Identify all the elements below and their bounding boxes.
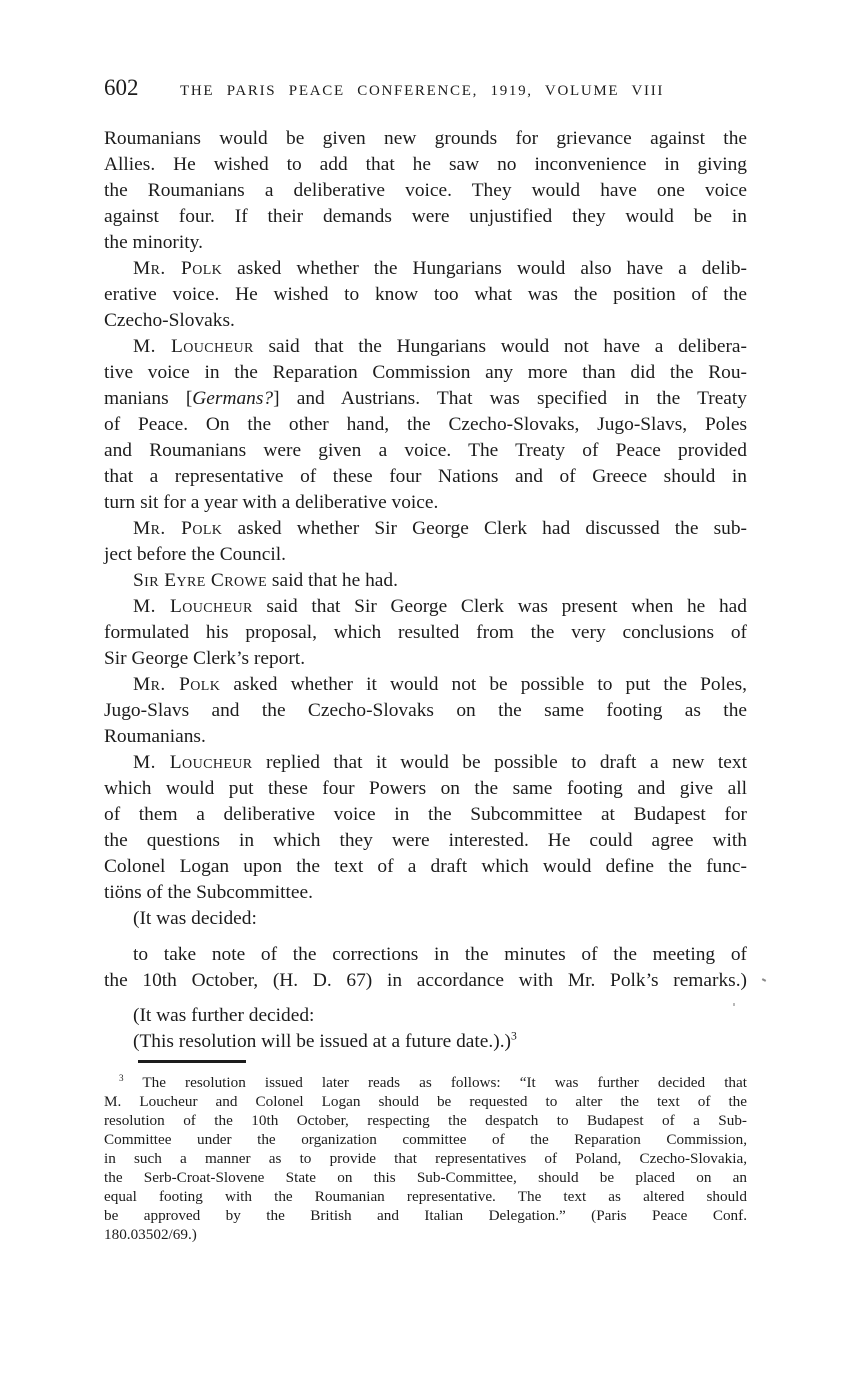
text-line [104,1111,747,1130]
text-line [104,490,747,516]
text-column [104,76,747,1244]
text-line [104,334,747,360]
text-run: Jugo-Slavs and the Czecho-Slovaks on the same footing as the [104,700,747,721]
scan-speck [733,1003,735,1006]
text-run: against four. If their demands were unjustified they would be in [104,206,747,227]
text-run: erative voice. He wished to know too what was the position of the [104,284,747,305]
text-line [104,464,747,490]
text-line [104,906,747,932]
footnote-separator-rule [138,1060,246,1063]
text-line [104,776,747,802]
text-run: said that the Hungarians would not have a delibera- [253,336,747,357]
text-line [104,672,747,698]
text-run: of them a deliberative voice in the Subcommittee at Budapest for [104,804,747,825]
text-line [104,256,747,282]
text-run: Mr. Polk [133,674,221,695]
text-line [104,152,747,178]
text-line [104,880,747,906]
text-line [104,620,747,646]
text-line [104,1130,747,1149]
body-text [104,126,747,1055]
text-run: of Peace. On the other hand, the Czecho-Slovaks, Jugo-Slavs, Poles [104,414,747,435]
text-run: the minority. [104,232,203,253]
text-line [104,1092,747,1111]
text-run: Allies. He wished to add that he saw no inconvenience in giving [104,154,747,175]
text-run: Roumanians. [104,726,206,747]
text-run: to take note of the corrections in the minutes of the meeting of [133,944,747,965]
text-line [104,1168,747,1187]
text-run: Mr. Polk [133,518,223,539]
text-line [104,386,747,412]
text-run: the Roumanians a deliberative voice. They would have one voice [104,180,747,201]
text-line [104,942,747,968]
text-line [104,646,747,672]
text-run: Roumanians would be given new grounds for grievance against the [104,128,747,149]
text-run: 180.03502/69.) [104,1226,197,1243]
text-run: tiöns of the Subcommittee. [104,882,313,903]
running-head [104,76,747,103]
text-run: that a representative of these four Nations and of Greece should in [104,466,747,487]
text-run: M. Loucheur and Colonel Logan should be requested to alter the text of the [104,1093,747,1110]
footnote-text [104,1073,747,1244]
text-run: which would put these four Powers on the same footing and give all [104,778,747,799]
text-line [104,516,747,542]
text-line [104,1206,747,1225]
text-line [104,1187,747,1206]
page-number: 602 [104,75,139,100]
text-run: said that he had. [267,570,398,591]
text-run: the 10th October, (H. D. 67) in accordance with Mr. Polk’s remarks.) [104,970,747,991]
scan-speck [762,978,766,982]
text-line [104,594,747,620]
text-line [104,204,747,230]
text-line [104,1073,747,1092]
text-run: the Serb-Croat-Slovene State on this Sub-Committee, should be placed on an [104,1169,747,1186]
text-run: replied that it would be possible to draft a new text [252,752,747,773]
text-run: ] and Austrians. That was specified in the Treaty [273,388,747,409]
text-line [104,282,747,308]
footnote-marker: 3 [511,1029,517,1043]
text-run: Colonel Logan upon the text of a draft which would define the func- [104,856,747,877]
text-run: M. Loucheur [133,752,253,773]
text-run: be approved by the British and Italian Delegation.” (Paris Peace Conf. [104,1207,747,1224]
text-run: said that Sir George Clerk was present when he had [252,596,747,617]
text-line [104,1225,747,1244]
text-line [104,230,747,256]
text-line [104,308,747,334]
text-run: manians [ [104,388,193,409]
text-run: asked whether it would not be possible to put the Poles, [220,674,748,695]
text-line [104,724,747,750]
text-line [104,360,747,386]
text-line [104,438,747,464]
text-run: in such a manner as to provide that representatives of Poland, Czecho-Slovakia, [104,1150,747,1167]
text-run: (This resolution will be issued at a future date.).) [133,1031,512,1052]
text-line [104,828,747,854]
text-run: asked whether the Hungarians would also have a delib- [222,258,747,279]
text-line [104,968,747,994]
text-run: (It was further decided: [133,1005,315,1026]
text-line [104,178,747,204]
text-run: and Roumanians were given a voice. The Treaty of Peace provided [104,440,747,461]
text-line [104,1003,747,1029]
text-run: Mr. Polk [133,258,223,279]
footnote-marker: 3 [119,1072,124,1083]
text-line [104,1149,747,1168]
text-run: resolution of the 10th October, respecting the despatch to Budapest of a Sub- [104,1112,747,1129]
text-run: turn sit for a year with a deliberative voice. [104,492,439,513]
page-header-title: THE PARIS PEACE CONFERENCE, 1919, VOLUME VIII [180,83,665,99]
text-run: The resolution issued later reads as follows: “It was further decided that [123,1074,747,1091]
text-run: Germans? [192,388,274,409]
text-line [104,802,747,828]
text-run: asked whether Sir George Clerk had discussed the sub- [222,518,748,539]
text-run: formulated his proposal, which resulted from the very conclusions of [104,622,747,643]
text-run: Committee under the organization committee of the Reparation Commission, [104,1131,747,1148]
text-run: M. Loucheur [133,596,253,617]
text-run: equal footing with the Roumanian representative. The text as altered should [104,1188,747,1205]
text-run: Sir George Clerk’s report. [104,648,306,669]
text-run: tive voice in the Reparation Commission any more than did the Rou- [104,362,747,383]
text-run: Sir Eyre Crowe [133,570,268,591]
text-line [104,542,747,568]
text-line [104,750,747,776]
text-line [104,412,747,438]
text-line [104,698,747,724]
text-run: (It was decided: [133,908,257,929]
text-run: Czecho-Slovaks. [104,310,235,331]
text-run: ject before the Council. [104,544,286,565]
text-line [104,568,747,594]
text-run: the questions in which they were interested. He could agree with [104,830,747,851]
text-line [104,126,747,152]
text-line [104,854,747,880]
text-line [104,1029,747,1055]
text-run: M. Loucheur [133,336,254,357]
